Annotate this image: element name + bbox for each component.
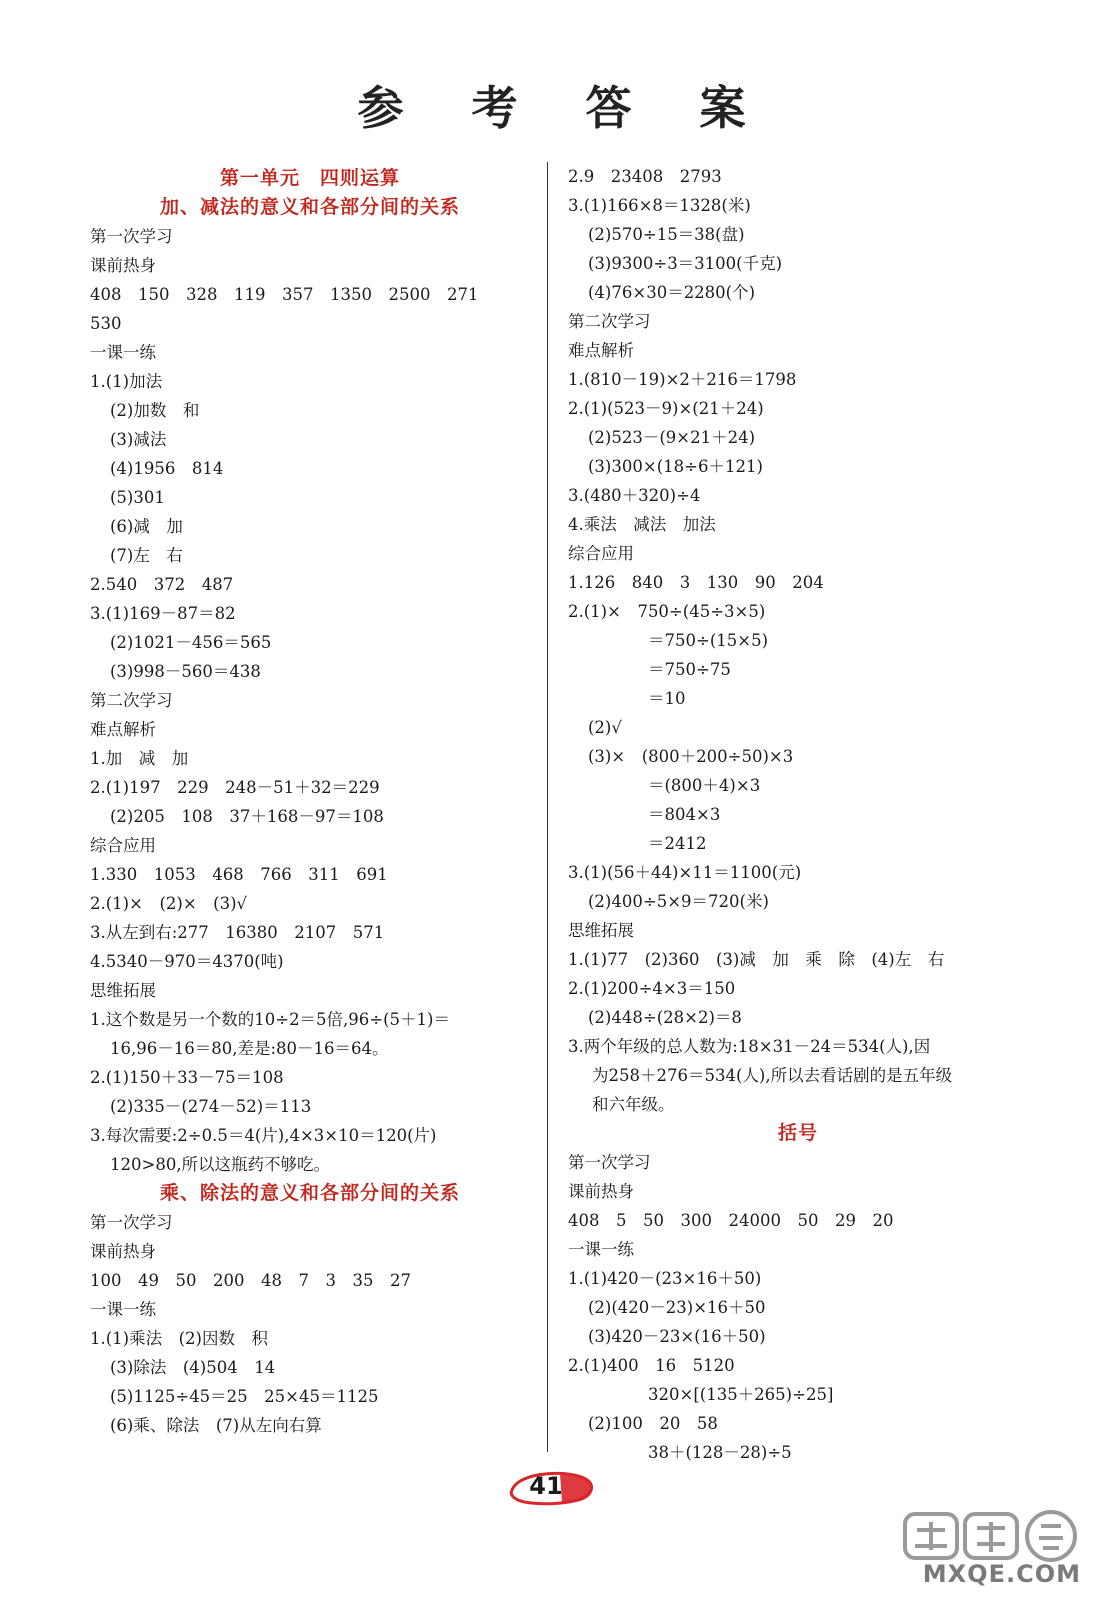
answer-line: 38＋(128－28)÷5 [648, 1443, 792, 1462]
left-column [90, 164, 540, 1440]
answer-line: (3)减法 [110, 430, 167, 449]
subsection-label: 课前热身 [568, 1182, 634, 1201]
answer-line: (4)76×30＝2280(个) [588, 283, 756, 302]
answer-line: 2.(1)× 750÷(45÷3×5) [568, 602, 766, 621]
subsection-label: 综合应用 [568, 544, 634, 563]
watermark [903, 1508, 1083, 1588]
answer-line: 1.(1)加法 [90, 372, 163, 391]
watermark-text: MXQE.COM [922, 1560, 1081, 1588]
answer-line: 1.330 1053 468 766 311 691 [90, 865, 388, 884]
answer-line: ＝2412 [648, 834, 707, 853]
answer-line: (2)√ [588, 718, 622, 737]
answer-line: 1.(1)乘法 (2)因数 积 [90, 1329, 268, 1348]
answer-line: (3)420－23×(16＋50) [588, 1327, 766, 1346]
subsection-label: 一课一练 [90, 1300, 156, 1319]
subsection-label: 第二次学习 [90, 691, 173, 710]
answer-line: 4.5340－970＝4370(吨) [90, 952, 284, 971]
section-heading: 第一单元 四则运算 [219, 167, 400, 189]
answer-line: 为258＋276＝534(人),所以去看话剧的是五年级 [592, 1066, 953, 1085]
answer-line: (2)加数 和 [110, 401, 200, 420]
answer-line: (3)除法 (4)504 14 [110, 1358, 276, 1377]
answer-line: (2)100 20 58 [588, 1414, 718, 1433]
answer-line: 4.乘法 减法 加法 [568, 515, 716, 534]
answer-line: 3.从左到右:277 16380 2107 571 [90, 923, 385, 942]
subsection-label: 课前热身 [90, 1242, 156, 1261]
subsection-label: 思维拓展 [90, 981, 156, 1000]
answer-line: 2.(1)× (2)× (3)√ [90, 894, 248, 913]
answer-line: 408 5 50 300 24000 50 29 20 [568, 1211, 894, 1230]
answer-line: 2.(1)400 16 5120 [568, 1356, 735, 1375]
column-divider [547, 162, 548, 1452]
answer-line: 320×[(135＋265)÷25] [648, 1385, 834, 1404]
subsection-label: 第二次学习 [568, 312, 651, 331]
answer-line: 和六年级。 [592, 1095, 675, 1114]
answer-line: (3)300×(18÷6＋121) [588, 457, 763, 476]
answer-line: (2)448÷(28×2)＝8 [588, 1008, 742, 1027]
section-heading: 乘、除法的意义和各部分间的关系 [159, 1182, 460, 1204]
answer-line: 1.(1)420－(23×16＋50) [568, 1269, 762, 1288]
answer-line: ＝750÷75 [648, 660, 731, 679]
subsection-label: 第一次学习 [90, 227, 173, 246]
answer-line: 530 [90, 314, 122, 333]
answer-line: 2.(1)(523－9)×(21＋24) [568, 399, 764, 418]
subsection-label: 课前热身 [90, 256, 156, 275]
answer-line: (2)523－(9×21＋24) [588, 428, 756, 447]
right-column [568, 162, 1028, 1467]
answer-line: 2.(1)197 229 248－51＋32＝229 [90, 778, 380, 797]
answer-line: 2.9 23408 2793 [568, 167, 722, 186]
answer-line: 1.(1)77 (2)360 (3)减 加 乘 除 (4)左 右 [568, 950, 945, 969]
answer-line: 1.加 减 加 [90, 749, 189, 768]
answer-line: (3)9300÷3＝3100(千克) [588, 254, 783, 273]
answer-line: 1.这个数是另一个数的10÷2＝5倍,96÷(5＋1)＝ [90, 1010, 450, 1029]
answer-line: (5)301 [110, 488, 165, 507]
answer-line: 3.每次需要:2÷0.5＝4(片),4×3×10＝120(片) [90, 1126, 437, 1145]
answer-line: 100 49 50 200 48 7 3 35 27 [90, 1271, 411, 1290]
answer-line: (4)1956 814 [110, 459, 224, 478]
answer-line: (7)左 右 [110, 546, 183, 565]
answer-line: ＝750÷(15×5) [648, 631, 769, 650]
answer-line: 3.(1)169－87＝82 [90, 604, 236, 623]
answer-line: (2)1021－456＝565 [110, 633, 272, 652]
answer-line: (6)乘、除法 (7)从左向右算 [110, 1416, 322, 1435]
answer-line: (5)1125÷45＝25 25×45＝1125 [110, 1387, 379, 1406]
page-number: 41 [529, 1472, 563, 1500]
answer-line: 3.两个年级的总人数为:18×31－24＝534(人),因 [568, 1037, 931, 1056]
subsection-label: 难点解析 [568, 341, 634, 360]
answer-line: (2)570÷15＝38(盘) [588, 225, 745, 244]
answer-line: 1.126 840 3 130 90 204 [568, 573, 824, 592]
answer-line: ＝(800＋4)×3 [648, 776, 761, 795]
page-number-badge [508, 1468, 596, 1506]
answer-line: 3.(480＋320)÷4 [568, 486, 701, 505]
subsection-label: 难点解析 [90, 720, 156, 739]
subsection-label: 思维拓展 [568, 921, 634, 940]
answer-line: 2.540 372 487 [90, 575, 234, 594]
answer-line: (2)(420－23)×16＋50 [588, 1298, 766, 1317]
answer-line: (2)400÷5×9＝720(米) [588, 892, 769, 911]
page-title: 参 考 答 案 [357, 81, 772, 135]
answer-line: 1.(810－19)×2＋216＝1798 [568, 370, 797, 389]
answer-line: 16,96－16＝80,差是:80－16＝64。 [110, 1039, 389, 1058]
answer-line: (6)减 加 [110, 517, 183, 536]
answer-line: (2)205 108 37＋168－97＝108 [110, 807, 384, 826]
answer-line: 3.(1)166×8＝1328(米) [568, 196, 751, 215]
answer-line: ＝10 [648, 689, 686, 708]
answer-line: (3)× (800＋200÷50)×3 [588, 747, 794, 766]
subsection-label: 综合应用 [90, 836, 156, 855]
answer-line: ＝804×3 [648, 805, 721, 824]
subsection-label: 第一次学习 [90, 1213, 173, 1232]
subsection-label: 第一次学习 [568, 1153, 651, 1172]
watermark-logo-icon [903, 1508, 1083, 1564]
section-heading: 括号 [777, 1122, 818, 1144]
answer-line: (2)335－(274－52)＝113 [110, 1097, 312, 1116]
subsection-label: 一课一练 [90, 343, 156, 362]
answer-line: 2.(1)200÷4×3＝150 [568, 979, 736, 998]
section-heading: 加、减法的意义和各部分间的关系 [159, 196, 460, 218]
answer-line: 3.(1)(56＋44)×11＝1100(元) [568, 863, 802, 882]
subsection-label: 一课一练 [568, 1240, 634, 1259]
answer-line: 120>80,所以这瓶药不够吃。 [110, 1155, 331, 1174]
answer-line: (3)998－560＝438 [110, 662, 261, 681]
answer-line: 408 150 328 119 357 1350 2500 271 [90, 285, 479, 304]
answer-line: 2.(1)150＋33－75＝108 [90, 1068, 284, 1087]
